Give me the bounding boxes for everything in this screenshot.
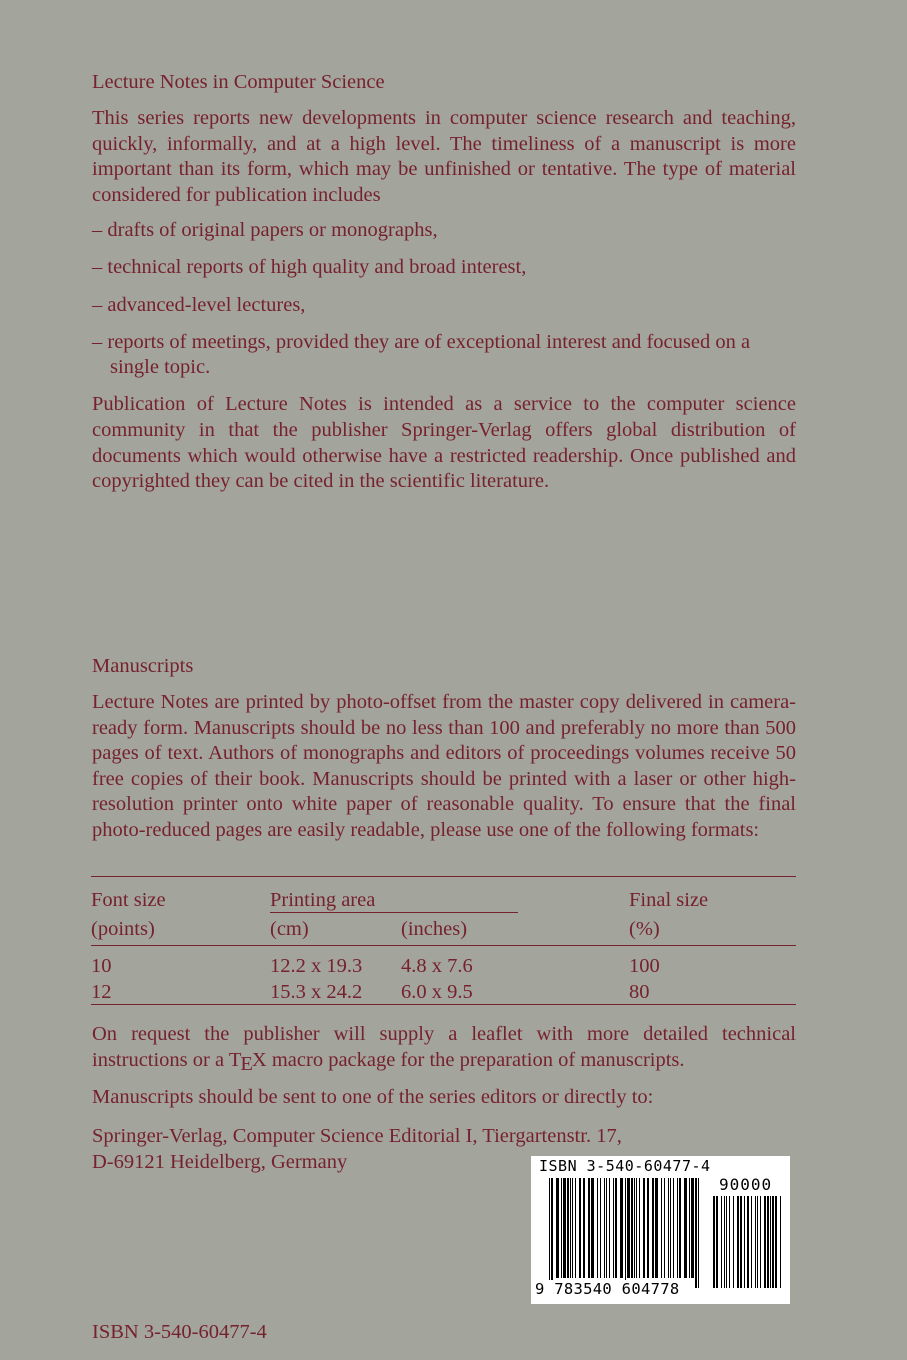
row-inches-10: 4.8 x 7.6 — [401, 955, 473, 977]
barcode-addon-bar — [757, 1196, 758, 1288]
barcode-bar — [549, 1178, 550, 1288]
barcode-bar — [570, 1178, 571, 1278]
row-inches-12: 6.0 x 9.5 — [401, 981, 473, 1003]
row-final-10: 100 — [629, 955, 660, 977]
barcode-bar — [661, 1178, 662, 1278]
barcode-bar — [583, 1178, 585, 1278]
barcode-bar — [597, 1178, 598, 1278]
barcode-bar — [639, 1178, 640, 1278]
barcode-bar — [643, 1178, 645, 1278]
series-title: Lecture Notes in Computer Science — [92, 71, 385, 93]
barcode-bar — [609, 1178, 610, 1278]
barcode-addon-bar — [726, 1196, 727, 1288]
barcode-bar — [615, 1178, 617, 1278]
send-to-line: Manuscripts should be sent to one of the series editors or directly to: — [92, 1086, 654, 1108]
barcode-addon-bar — [772, 1196, 774, 1288]
barcode-bar — [679, 1178, 681, 1278]
barcode-isbn-label: ISBN 3-540-60477-4 — [539, 1157, 711, 1175]
row-cm-10: 12.2 x 19.3 — [270, 955, 363, 977]
barcode-bar — [613, 1178, 614, 1278]
isbn-barcode — [531, 1156, 790, 1304]
barcode-addon-bar — [737, 1196, 739, 1288]
barcode-addon-bar — [767, 1196, 769, 1288]
barcode-addon-bar — [747, 1196, 749, 1288]
barcode-bar — [673, 1178, 674, 1278]
publication-paragraph: Publication of Lecture Notes is intended as a service to the computer science community in that the publisher Springer-Verlag offers global distribution of documents which would otherwise have a restricted readership. Once published and copyrighted they can be cited in the scientific literature. — [92, 393, 796, 493]
barcode-bar — [691, 1178, 694, 1278]
barcode-addon-bar — [716, 1196, 718, 1288]
barcode-addon-bar — [755, 1196, 756, 1288]
barcode-bar — [668, 1178, 669, 1278]
barcode-bar — [579, 1178, 581, 1278]
material-item-meetings: – reports of meetings, provided they are of exceptional interest and focused on a single topic. — [92, 330, 751, 379]
barcode-bar — [652, 1178, 654, 1278]
barcode-bar — [575, 1178, 576, 1278]
barcode-bar — [606, 1178, 607, 1278]
material-item-drafts: – drafts of original papers or monographs, — [92, 219, 438, 242]
barcode-bar — [591, 1178, 594, 1278]
barcode-addon-bar — [744, 1196, 745, 1288]
header-printing-area: Printing area — [270, 889, 376, 911]
barcode-bar — [600, 1178, 601, 1278]
barcode-bar — [664, 1178, 665, 1278]
material-item-reports: – technical reports of high quality and broad interest, — [92, 256, 527, 279]
barcode-addon-bar — [760, 1196, 761, 1288]
barcode-bar — [636, 1178, 637, 1278]
barcode-bar — [551, 1178, 553, 1288]
barcode-addon-bar — [729, 1196, 730, 1288]
header-font-size: Font size — [91, 889, 166, 911]
barcode-bar — [588, 1178, 590, 1278]
barcode-bar — [689, 1178, 690, 1278]
request-text-start: On request the publisher will supply a leaflet with more detailed technical instructions or a — [92, 1023, 796, 1071]
barcode-bar — [563, 1178, 566, 1278]
request-text-end: macro package for the preparation of manuscripts. — [266, 1048, 685, 1071]
header-inches: (inches) — [401, 918, 468, 940]
barcode-addon-bar — [751, 1196, 752, 1288]
barcode-addon-bar — [713, 1196, 715, 1288]
barcode-addon-number: 90000 — [719, 1175, 773, 1194]
barcode-bar — [556, 1178, 559, 1278]
tex-logo: TEX — [228, 1048, 267, 1075]
barcode-bar — [631, 1178, 633, 1278]
isbn-footer: ISBN 3-540-60477-4 — [92, 1321, 267, 1343]
barcode-bar — [655, 1178, 658, 1278]
header-percent: (%) — [629, 918, 660, 940]
barcode-addon-bar — [764, 1196, 766, 1288]
table-bottom-rule — [91, 1004, 796, 1005]
barcode-addon-bar — [770, 1196, 771, 1288]
address-line-1: Springer-Verlag, Computer Science Editorial I, Tiergartenstr. 17, — [92, 1125, 622, 1147]
barcode-bar — [567, 1178, 569, 1278]
series-description: This series reports new developments in computer science research and teaching, quickly, informally, and at a high level. The timeliness of a manuscript is more important than its form, which may be unfinished or tentative. The type of material considered for publication includes — [92, 107, 796, 206]
barcode-bar — [604, 1178, 605, 1278]
printing-area-rule — [270, 912, 518, 913]
table-header-rule — [91, 945, 796, 946]
barcode-addon-bar — [775, 1196, 777, 1288]
barcode-bar — [561, 1178, 562, 1278]
barcode-bar — [670, 1178, 671, 1278]
row-font-10: 10 — [91, 955, 112, 977]
address-line-2: D-69121 Heidelberg, Germany — [92, 1150, 348, 1173]
row-font-12: 12 — [91, 981, 112, 1003]
barcode-bar — [620, 1178, 623, 1278]
header-points: (points) — [91, 918, 155, 940]
barcode-bar — [627, 1178, 630, 1278]
header-cm: (cm) — [270, 918, 309, 940]
table-top-rule — [91, 876, 796, 877]
barcode-ean-number: 9 783540 604778 — [535, 1280, 680, 1298]
row-cm-12: 15.3 x 24.2 — [270, 981, 363, 1003]
barcode-bar — [695, 1178, 697, 1288]
barcode-bar — [684, 1178, 687, 1278]
manuscripts-section — [92, 653, 796, 844]
material-item-lectures: – advanced-level lectures, — [92, 293, 306, 316]
barcode-bar — [698, 1178, 699, 1288]
manuscripts-heading: Manuscripts — [92, 655, 194, 677]
barcode-bar — [647, 1178, 649, 1278]
barcode-addon-bar — [721, 1196, 722, 1288]
request-paragraph — [92, 1022, 796, 1073]
header-final-size: Final size — [629, 889, 709, 911]
barcode-addon-bar — [724, 1196, 725, 1288]
series-intro — [92, 69, 796, 495]
barcode-addon-bar — [780, 1196, 781, 1288]
barcode-addon-bar — [740, 1196, 742, 1288]
barcode-addon-bar — [733, 1196, 734, 1288]
manuscripts-body: Lecture Notes are printed by photo-offset from the master copy delivered in camera-ready form. Manuscripts should be no less than 100 and preferably no more than 500 pages of text. Authors of monographs and editors of proceedings volumes receive 50 free copies of their book. Manuscripts should be printed with a laser or other high-resolution printer onto white paper of reasonable quality. To ensure that the final photo-reduced pages are easily readable, please use one of the following formats: — [92, 691, 796, 841]
barcode-bar — [572, 1178, 573, 1278]
barcode-bar — [634, 1178, 635, 1278]
row-final-12: 80 — [629, 981, 650, 1003]
barcode-bar — [625, 1178, 626, 1288]
barcode-bar — [677, 1178, 678, 1278]
